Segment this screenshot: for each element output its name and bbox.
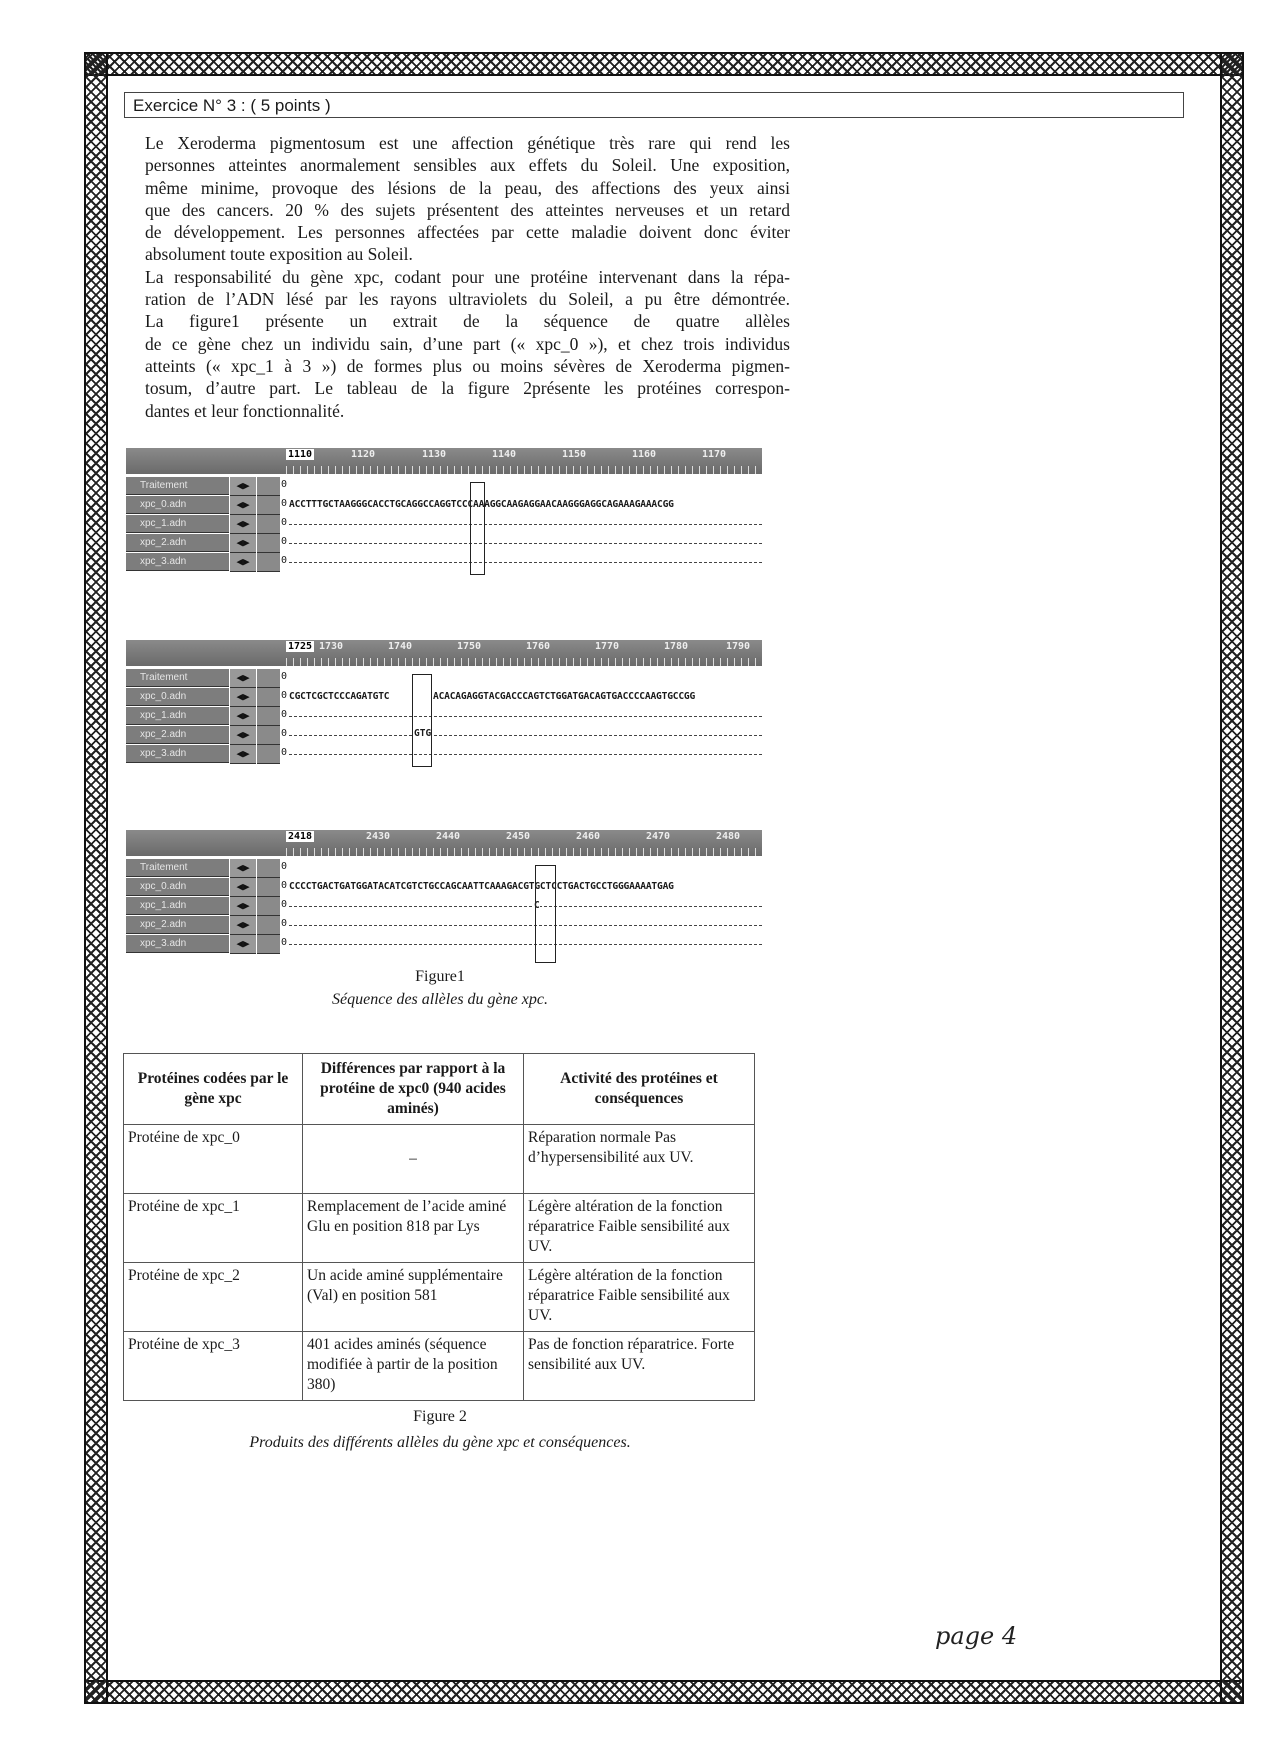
row-zero: 0: [281, 747, 288, 758]
sequence-panel-2: [126, 640, 762, 770]
table-row: [124, 1332, 755, 1401]
row-label: xpc_0.adn: [126, 496, 229, 514]
arrows-icon: ◀▶: [230, 688, 256, 707]
mutation-substitution: C: [534, 900, 540, 911]
figure2-caption: Produits des différents allèles du gène xpc et conséquences.: [249, 1434, 631, 1451]
sequence-row: [126, 496, 762, 515]
protein-activity: Légère altération de la fonction réparatrice Faible sensibilité aux UV.: [524, 1263, 755, 1332]
table-header-row: [124, 1054, 755, 1125]
row-label: xpc_1.adn: [126, 515, 229, 533]
table-row: [124, 1194, 755, 1263]
sequence-row: [126, 477, 762, 496]
row-label: xpc_2.adn: [126, 534, 229, 552]
highlight-box: [470, 482, 485, 575]
intro-line: absolument toute exposition au Soleil.: [145, 244, 413, 265]
sequence-row: [126, 897, 762, 916]
row-zero: 0: [281, 671, 288, 682]
sequence-row: [126, 878, 762, 897]
row-spacer: [257, 553, 280, 572]
dna-sequence: ACACAGAGGTACGACCCAGTCTGGATGACAGTGACCCCAAGTGCCGG: [433, 691, 696, 702]
page-number-note: page 4: [935, 1622, 1018, 1650]
intro-line: Le Xeroderma pigmentosum est une affection génétique très rare qui rend les: [145, 133, 790, 153]
intro-line: de ce gène chez un individu sain, d’une part (« xpc_0 »), et chez trois individus: [145, 333, 790, 354]
row-label: xpc_3.adn: [126, 745, 229, 763]
position-ruler: [126, 640, 762, 666]
arrows-icon: ◀▶: [230, 745, 256, 764]
protein-name: Protéine de xpc_1: [124, 1194, 303, 1263]
arrows-icon: ◀▶: [230, 897, 256, 916]
row-zero: 0: [281, 861, 288, 872]
ruler-number: 2480: [716, 831, 741, 842]
sequence-row: [126, 859, 762, 878]
intro-line: atteints (« xpc_1 à 3 ») de formes plus ou moins sévères de Xeroderma pigmen-: [145, 355, 790, 376]
intro-line: personnes atteintes anormalement sensibles aux effets du Soleil. Une exposition,: [145, 155, 790, 176]
sequence-row: [126, 935, 762, 954]
protein-name: Protéine de xpc_3: [124, 1332, 303, 1401]
table-row: [124, 1125, 755, 1194]
identical-dashes: [289, 754, 762, 755]
intro-line: La responsabilité du gène xpc, codant pour une protéine intervenant dans la répa-: [145, 266, 790, 287]
sequence-row: [126, 515, 762, 534]
figure1-caption: Séquence des allèles du gène xpc.: [332, 991, 548, 1008]
dna-sequence: ACCTTTGCTAAGGGCACCTGCAGGCCAGGTCCCAAAGGCAAGAGGAACAAGGGAGGCAGAAAGAAACGG: [289, 499, 674, 510]
ruler-ticks: [286, 848, 762, 856]
row-label: Traitement: [126, 477, 229, 495]
ruler-number: 1140: [492, 449, 517, 460]
row-label: Traitement: [126, 669, 229, 687]
row-label: xpc_1.adn: [126, 707, 229, 725]
row-spacer: [257, 515, 280, 534]
decorative-border-left: [84, 52, 108, 1704]
ruler-number: 2470: [646, 831, 671, 842]
identical-dashes: [289, 906, 762, 907]
ruler-number: 1150: [562, 449, 587, 460]
exercise-title: Exercice N° 3 : ( 5 points ): [124, 92, 1184, 118]
ruler-number: 2460: [576, 831, 601, 842]
arrows-icon: ◀▶: [230, 515, 256, 534]
decorative-border-right: [1220, 52, 1244, 1704]
intro-paragraph: [145, 132, 790, 422]
row-zero: 0: [281, 918, 288, 929]
ruler-number: 2450: [506, 831, 531, 842]
table-row: [124, 1263, 755, 1332]
figure1-label: Figure1: [415, 968, 465, 985]
column-header: Différences par rapport à la protéine de xpc0 (940 acides aminés): [303, 1054, 524, 1125]
arrows-icon: ◀▶: [230, 707, 256, 726]
row-zero: 0: [281, 536, 288, 547]
highlight-box: [535, 865, 556, 963]
row-label: xpc_0.adn: [126, 688, 229, 706]
arrows-icon: ◀▶: [230, 916, 256, 935]
row-label: xpc_2.adn: [126, 726, 229, 744]
protein-diff: –: [303, 1125, 524, 1194]
identical-dashes: [289, 944, 762, 945]
sequence-panel-3: [126, 830, 762, 962]
row-label: Traitement: [126, 859, 229, 877]
row-zero: 0: [281, 899, 288, 910]
row-zero: 0: [281, 690, 288, 701]
proteins-table: [123, 1053, 755, 1401]
ruler-number: 1110: [288, 449, 313, 460]
row-spacer: [257, 688, 280, 707]
identical-dashes: [289, 543, 762, 544]
ruler-number: 2418: [288, 831, 313, 842]
row-zero: 0: [281, 937, 288, 948]
identical-dashes: [289, 716, 762, 717]
intro-line: de développement. Les personnes affectées par cette maladie doivent donc éviter: [145, 222, 790, 243]
ruler-number: 1780: [664, 641, 689, 652]
identical-dashes: [289, 735, 762, 736]
protein-diff: Remplacement de l’acide aminé Glu en position 818 par Lys: [303, 1194, 524, 1263]
row-spacer: [257, 726, 280, 745]
row-spacer: [257, 669, 280, 688]
row-spacer: [257, 897, 280, 916]
column-header: Activité des protéines et conséquences: [524, 1054, 755, 1125]
ruler-number: 1740: [388, 641, 413, 652]
ruler-number: 2440: [436, 831, 461, 842]
mutation-insertion: GTG: [414, 728, 432, 739]
ruler-number: 1750: [457, 641, 482, 652]
arrows-icon: ◀▶: [230, 878, 256, 897]
row-zero: 0: [281, 498, 288, 509]
row-spacer: [257, 745, 280, 764]
sequence-row: [126, 669, 762, 688]
row-spacer: [257, 496, 280, 515]
identical-dashes: [289, 562, 762, 563]
protein-diff: Un acide aminé supplémentaire (Val) en position 581: [303, 1263, 524, 1332]
ruler-number: 1760: [526, 641, 551, 652]
decorative-border-top: [84, 52, 1244, 76]
row-spacer: [257, 878, 280, 897]
ruler-number: 1120: [351, 449, 376, 460]
row-spacer: [257, 534, 280, 553]
row-label: xpc_2.adn: [126, 916, 229, 934]
arrows-icon: ◀▶: [230, 496, 256, 515]
ruler-ticks: [286, 466, 762, 474]
sequence-row: [126, 553, 762, 572]
sequence-panel-1: [126, 448, 762, 578]
row-spacer: [257, 916, 280, 935]
arrows-icon: ◀▶: [230, 859, 256, 878]
protein-activity: Réparation normale Pas d’hypersensibilité aux UV.: [524, 1125, 755, 1194]
ruler-number: 1160: [632, 449, 657, 460]
row-zero: 0: [281, 880, 288, 891]
protein-diff: 401 acides aminés (séquence modifiée à partir de la position 380): [303, 1332, 524, 1401]
ruler-ticks: [286, 658, 762, 666]
protein-name: Protéine de xpc_0: [124, 1125, 303, 1194]
ruler-number: 1170: [702, 449, 727, 460]
sequence-row: [126, 534, 762, 553]
row-zero: 0: [281, 728, 288, 739]
dna-sequence: CCCCTGACTGATGGATACATCGTCTGCCAGCAATTCAAAGACGTGCTCCTGACTGCCTGGGAAAATGAG: [289, 881, 674, 892]
identical-dashes: [289, 524, 762, 525]
row-zero: 0: [281, 555, 288, 566]
intro-line: que des cancers. 20 % des sujets présentent des atteintes nerveuses et un retard: [145, 199, 790, 220]
row-spacer: [257, 859, 280, 878]
protein-name: Protéine de xpc_2: [124, 1263, 303, 1332]
arrows-icon: ◀▶: [230, 669, 256, 688]
identical-dashes: [289, 925, 762, 926]
row-zero: 0: [281, 517, 288, 528]
intro-line: ration de l’ADN lésé par les rayons ultraviolets du Soleil, a pu être démontrée.: [145, 289, 790, 310]
intro-line: tosum, d’autre part. Le tableau de la figure 2présente les protéines correspon-: [145, 378, 790, 399]
row-label: xpc_3.adn: [126, 553, 229, 571]
decorative-border-bottom: [84, 1680, 1244, 1704]
row-spacer: [257, 477, 280, 496]
ruler-number: 1790: [726, 641, 751, 652]
figure2-label: Figure 2: [413, 1408, 467, 1425]
row-spacer: [257, 707, 280, 726]
sequence-row: [126, 688, 762, 707]
sequence-row: [126, 726, 762, 745]
position-ruler: [126, 448, 762, 474]
arrows-icon: ◀▶: [230, 553, 256, 572]
arrows-icon: ◀▶: [230, 477, 256, 496]
protein-activity: Pas de fonction réparatrice. Forte sensibilité aux UV.: [524, 1332, 755, 1401]
highlight-box: [412, 674, 432, 767]
row-label: xpc_1.adn: [126, 897, 229, 915]
ruler-number: 2430: [366, 831, 391, 842]
arrows-icon: ◀▶: [230, 935, 256, 954]
ruler-number: 1130: [422, 449, 447, 460]
ruler-number: 1730: [319, 641, 344, 652]
ruler-number: 1725: [288, 641, 313, 652]
column-header: Protéines codées par le gène xpc: [124, 1054, 303, 1125]
row-label: xpc_0.adn: [126, 878, 229, 896]
row-zero: 0: [281, 479, 288, 490]
intro-line: dantes et leur fonctionnalité.: [145, 400, 345, 421]
sequence-row: [126, 745, 762, 764]
position-ruler: [126, 830, 762, 856]
intro-line: La figure1 présente un extrait de la séquence de quatre allèles: [145, 311, 790, 332]
row-spacer: [257, 935, 280, 954]
arrows-icon: ◀▶: [230, 726, 256, 745]
dna-sequence: CGCTCGCTCCCAGATGTC: [289, 691, 390, 702]
intro-line: même minime, provoque des lésions de la peau, des affections des yeux ainsi: [145, 177, 790, 198]
ruler-number: 1770: [595, 641, 620, 652]
arrows-icon: ◀▶: [230, 534, 256, 553]
sequence-row: [126, 707, 762, 726]
row-zero: 0: [281, 709, 288, 720]
protein-activity: Légère altération de la fonction réparatrice Faible sensibilité aux UV.: [524, 1194, 755, 1263]
sequence-row: [126, 916, 762, 935]
row-label: xpc_3.adn: [126, 935, 229, 953]
